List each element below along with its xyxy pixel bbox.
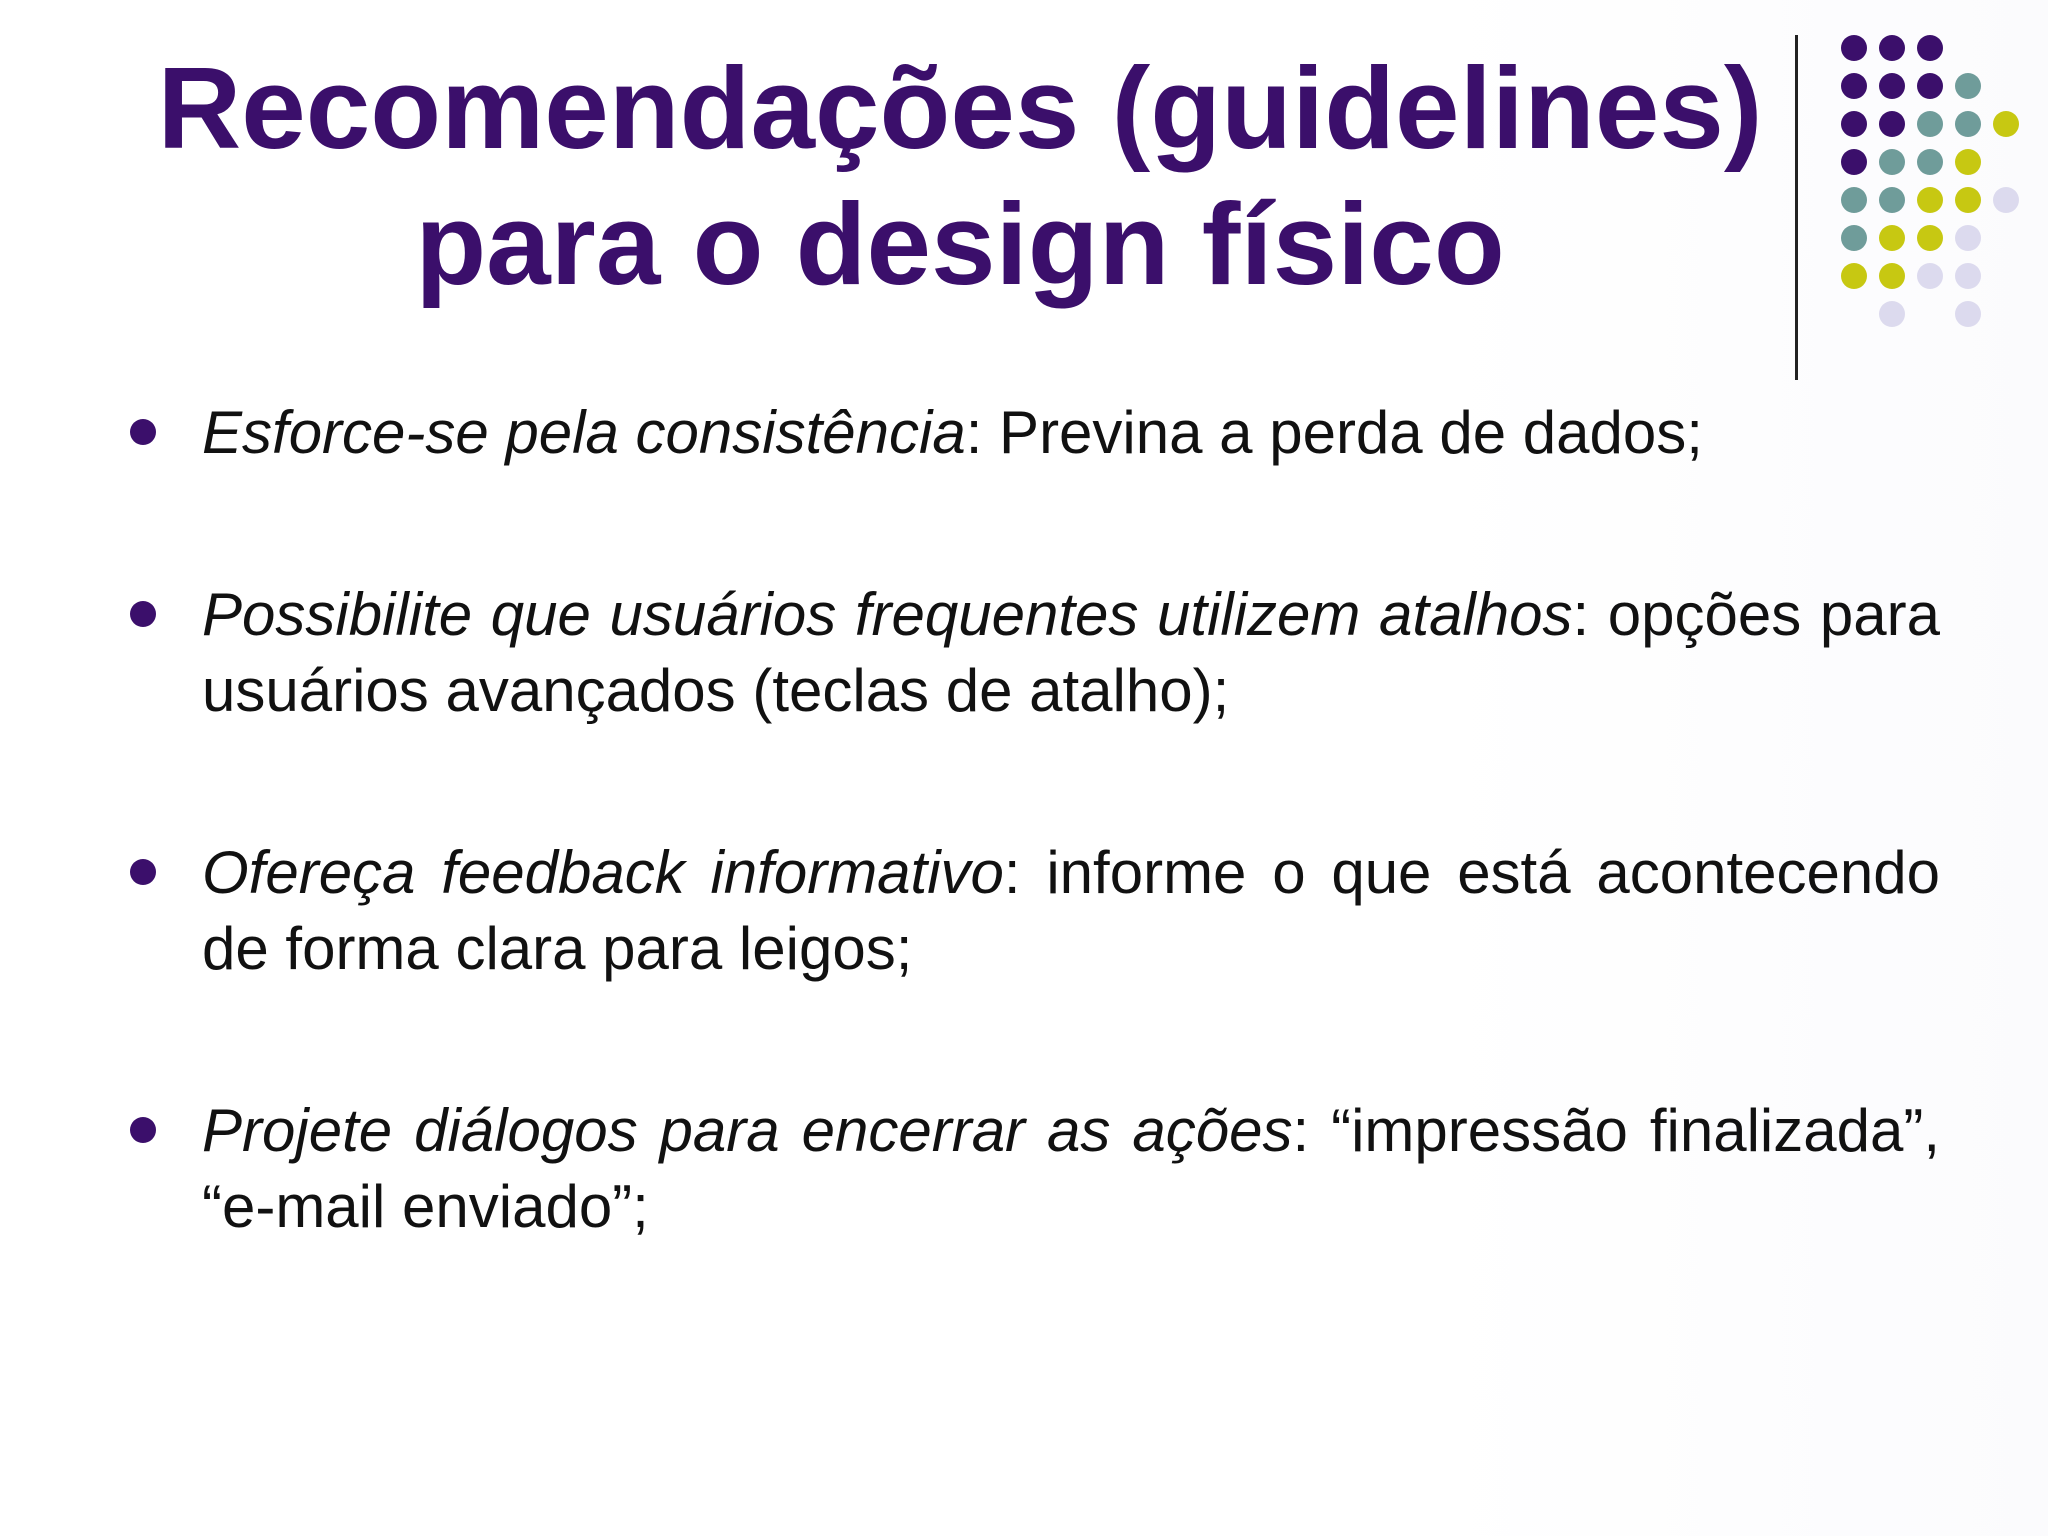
bullet-item — [130, 395, 1940, 471]
bullet-list — [130, 395, 1940, 1245]
slide-title-line-2: para o design físico — [415, 179, 1505, 309]
slide-title-line-1: Recomendações (guidelines) — [157, 43, 1763, 173]
decorative-dot — [1879, 187, 1905, 213]
bullet-emphasis: Projete diálogos para encerrar as ações — [202, 1097, 1293, 1164]
slide-title — [120, 40, 1800, 312]
bullet-dot-icon — [130, 859, 156, 885]
bullet-item — [130, 1093, 1940, 1245]
bullet-text: : “impressão finalizada”, “e-mail enviado”; — [202, 1097, 1940, 1240]
decorative-dot — [1841, 225, 1867, 251]
bullet-item — [130, 577, 1940, 729]
decorative-dot — [1841, 111, 1867, 137]
decorative-dot — [1879, 263, 1905, 289]
bullet-item — [130, 835, 1940, 987]
decorative-dot — [1917, 187, 1943, 213]
decorative-dot — [1993, 187, 2019, 213]
bullet-dot-icon — [130, 419, 156, 445]
decorative-dot — [1841, 149, 1867, 175]
decorative-dot — [1955, 301, 1981, 327]
decorative-dot — [1879, 225, 1905, 251]
decorative-dot — [1917, 111, 1943, 137]
decorative-divider — [1795, 35, 1798, 380]
decorative-dot — [1879, 35, 1905, 61]
decorative-dot — [1917, 149, 1943, 175]
bullet-emphasis: Possibilite que usuários frequentes utilizem atalhos — [202, 581, 1573, 648]
bullet-emphasis: Ofereça feedback informativo — [202, 839, 1004, 906]
decorative-dot — [1917, 225, 1943, 251]
decorative-dot — [1955, 225, 1981, 251]
decorative-dot — [1955, 263, 1981, 289]
decorative-dot — [1841, 187, 1867, 213]
decorative-dot — [1955, 149, 1981, 175]
decorative-dot — [1879, 73, 1905, 99]
bullet-text: : informe o que está acontecendo de forma clara para leigos; — [202, 839, 1940, 982]
bullet-dot-icon — [130, 1117, 156, 1143]
decorative-dot — [1841, 263, 1867, 289]
decorative-dot — [1917, 263, 1943, 289]
decorative-dot — [1955, 111, 1981, 137]
decorative-dot — [1917, 73, 1943, 99]
bullet-text: : Previna a perda de dados; — [965, 399, 1703, 466]
decorative-dot — [1879, 149, 1905, 175]
bullet-emphasis: Esforce-se pela consistência — [202, 399, 966, 466]
decorative-dot — [1879, 301, 1905, 327]
decorative-dot — [1955, 187, 1981, 213]
decorative-dot — [1955, 73, 1981, 99]
decorative-dot — [1841, 35, 1867, 61]
decorative-dot — [1917, 35, 1943, 61]
decorative-dot — [1879, 111, 1905, 137]
bullet-dot-icon — [130, 601, 156, 627]
bullet-text: : opções para usuários avançados (teclas de atalho); — [202, 581, 1940, 724]
decorative-dot — [1841, 73, 1867, 99]
decorative-dot — [1993, 111, 2019, 137]
